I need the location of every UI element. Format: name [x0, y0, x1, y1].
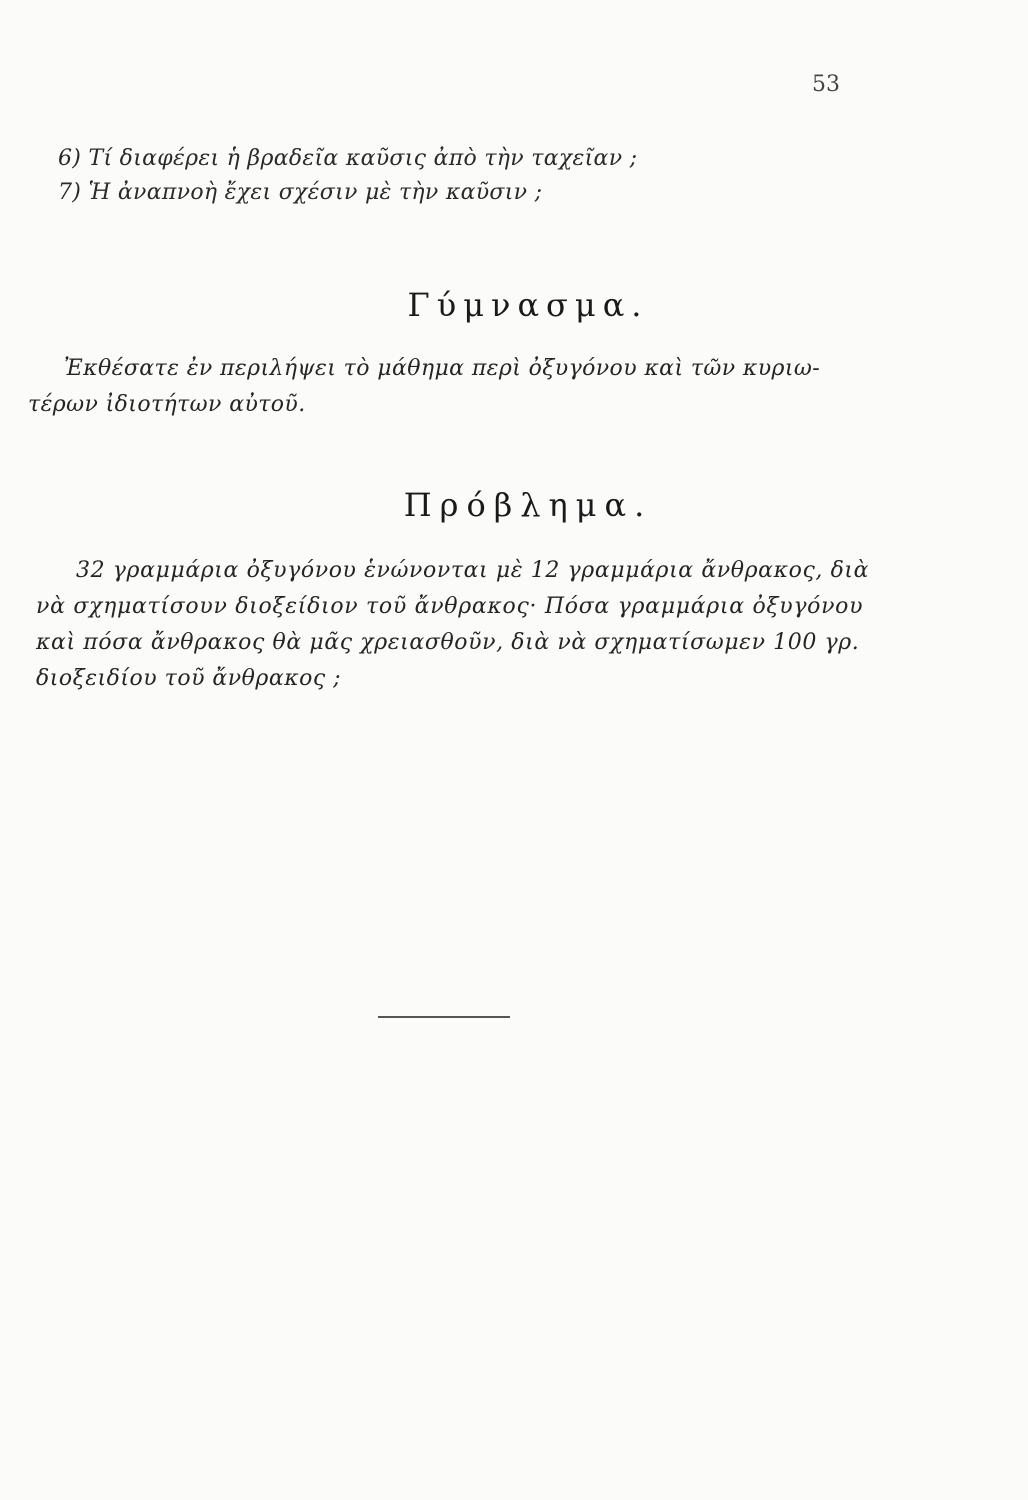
problem-line-3: καὶ πόσα ἄνθρακος θὰ μᾶς χρειασθοῦν, διὰ νὰ σχηματίσωμεν 100 γρ.	[36, 630, 860, 655]
section-divider	[378, 1016, 510, 1018]
page-number: 53	[812, 72, 840, 97]
problem-line-4: διοξειδίου τοῦ ἄνθρακος ;	[36, 666, 342, 691]
exercise-heading: Γύμνασμα.	[407, 286, 649, 324]
exercise-line-2: τέρων ἰδιοτήτων αὐτοῦ.	[28, 392, 306, 417]
problem-heading: Πρόβλημα.	[403, 486, 653, 524]
problem-line-2: νὰ σχηματίσουν διοξείδιον τοῦ ἄνθρακος· Πόσα γραμμάρια ὀξυγόνου	[36, 594, 864, 619]
exercise-line-1: Ἐκθέσατε ἐν περιλήψει τὸ μάθημα περὶ ὀξυγόνου καὶ τῶν κυριω-	[64, 356, 821, 381]
question-7: 7) Ἡ ἀναπνοὴ ἔχει σχέσιν μὲ τὴν καῦσιν ;	[58, 180, 543, 205]
problem-line-1: 32 γραμμάρια ὀξυγόνου ἑνώνονται μὲ 12 γραμμάρια ἄνθρακος, διὰ	[76, 558, 870, 583]
question-6: 6) Τί διαφέρει ἡ βραδεῖα καῦσις ἀπὸ τὴν ταχεῖαν ;	[58, 146, 638, 171]
